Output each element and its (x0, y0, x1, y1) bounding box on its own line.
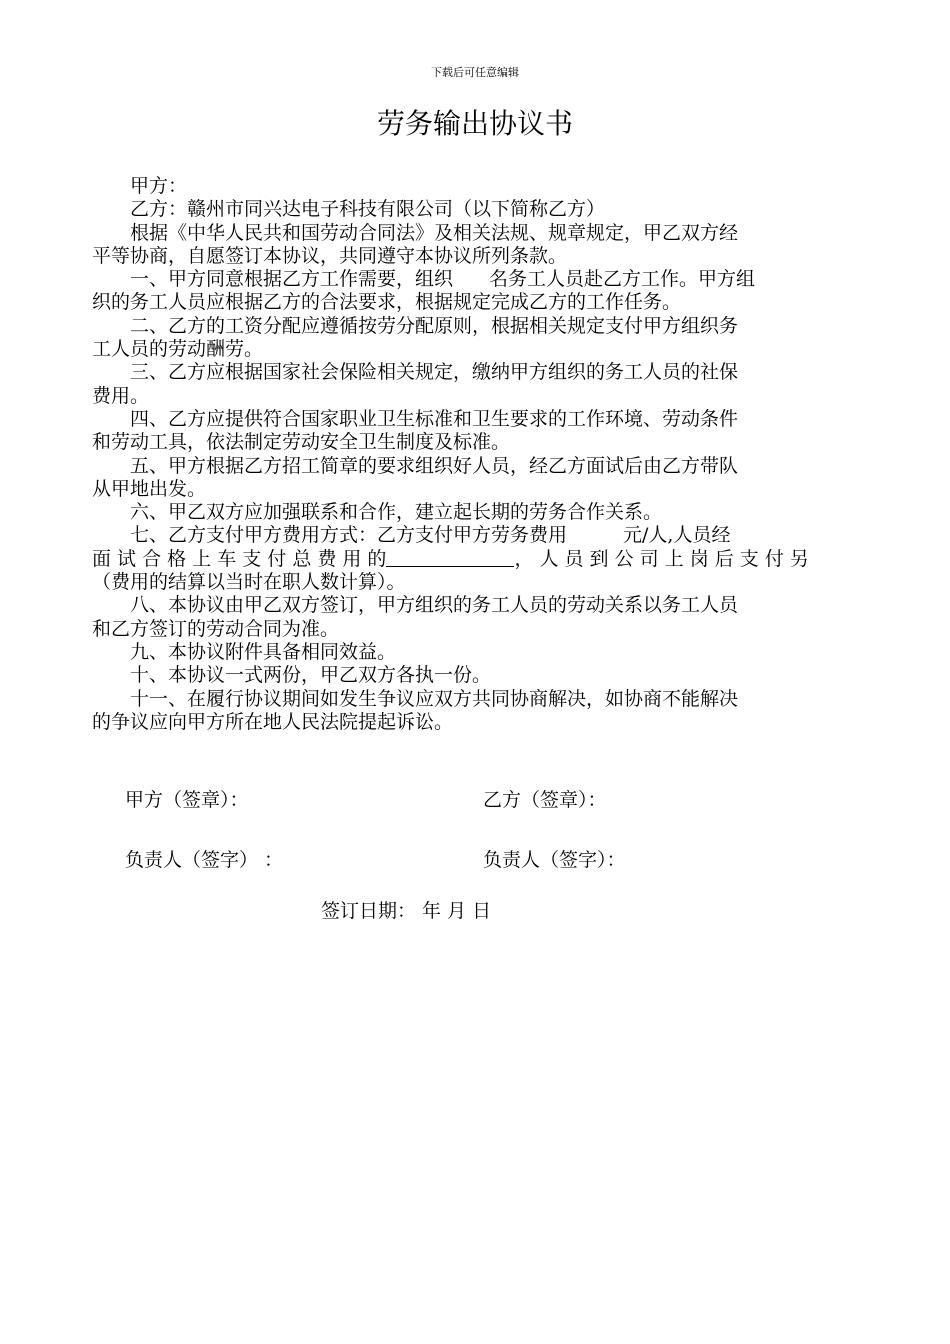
clause-9-line-1: 九、本协议附件具备相同效益。 (130, 640, 397, 663)
clause-5-line-2: 从甲地出发。 (92, 477, 207, 500)
clause-4-line-2: 和劳动工具，依法制定劳动安全卫生制度及标准。 (92, 431, 511, 454)
clause-11-line-2: 的争议应向甲方所在地人民法院提起诉讼。 (92, 710, 454, 733)
clause-1-line-2: 织的务工人员应根据乙方的合法要求，根据规定完成乙方的工作任务。 (92, 291, 682, 314)
clause-7-text-b: 元/人,人员经 (623, 524, 731, 547)
clause-7-line-1 (92, 524, 852, 547)
clause-8-line-2: 和乙方签订的劳动合同为准。 (92, 617, 340, 640)
party-a-seal-label: 甲方（签章）： (125, 789, 249, 811)
clause-2-line-2: 工人员的劳动酬劳。 (92, 338, 264, 361)
clause-7-text-a: 七、乙方支付甲方费用方式：乙方支付甲方劳务费用 (130, 524, 568, 547)
clause-7-text-d: ， 人 员 到 公 司 上 岗 后 支 付 另 (514, 547, 809, 570)
clause-4-line-1: 四、乙方应提供符合国家职业卫生标准和卫生要求的工作环境、劳动条件 (130, 407, 739, 430)
party-a-representative-label: 负责人（签字） ： (125, 849, 284, 871)
clause-6-line-1: 六、甲乙双方应加强联系和合作，建立起长期的劳务合作关系。 (130, 501, 663, 524)
clause-5-line-1: 五、甲方根据乙方招工简章的要求组织好人员，经乙方面试后由乙方带队 (130, 454, 739, 477)
header-note: 下载后可任意编辑 (431, 66, 519, 79)
clause-3-line-2: 费用。 (92, 384, 150, 407)
clause-1-text-a: 一、甲方同意根据乙方工作需要，组织 (130, 268, 454, 291)
clause-2-line-1: 二、乙方的工资分配应遵循按劳分配原则，根据相关规定支付甲方组织务 (130, 314, 739, 337)
intro-line-1: 根据《中华人民共和国劳动合同法》及相关法规、规章规定，甲乙双方经 (130, 221, 739, 244)
clause-11-line-1: 十一、在履行协议期间如发生争议应双方共同协商解决，如协商不能解决 (130, 687, 739, 710)
clause-1-line-1 (92, 268, 852, 291)
party-a-line: 甲方： (130, 175, 188, 197)
total-fee-underline (386, 548, 514, 567)
clause-3-line-1: 三、乙方应根据国家社会保险相关规定，缴纳甲方组织的务工人员的社保 (130, 361, 739, 384)
clause-7-text-c: 面 试 合 格 上 车 支 付 总 费 用 的 (92, 547, 387, 570)
intro-line-2: 平等协商，自愿签订本协议，共同遵守本协议所列条款。 (92, 244, 568, 267)
clause-7-line-3: （费用的结算以当时在职人数计算）。 (92, 571, 406, 594)
clause-8-line-1: 八、本协议由甲乙双方签订，甲方组织的务工人员的劳动关系以务工人员 (130, 594, 739, 617)
signing-date-label: 签订日期： 年 月 日 (321, 900, 492, 922)
clause-1-text-b: 名务工人员赴乙方工作。甲方组 (489, 268, 756, 291)
party-b-representative-label: 负责人（签字）： (483, 849, 626, 871)
clause-7-line-2 (92, 548, 852, 571)
party-b-line: 乙方：赣州市同兴达电子科技有限公司（以下简称乙方） (130, 198, 606, 221)
document-title: 劳务输出协议书 (376, 107, 573, 140)
agreement-body (92, 175, 852, 734)
clause-10-line-1: 十、本协议一式两份，甲乙双方各执一份。 (130, 664, 492, 687)
party-b-seal-label: 乙方（签章）： (483, 789, 607, 811)
